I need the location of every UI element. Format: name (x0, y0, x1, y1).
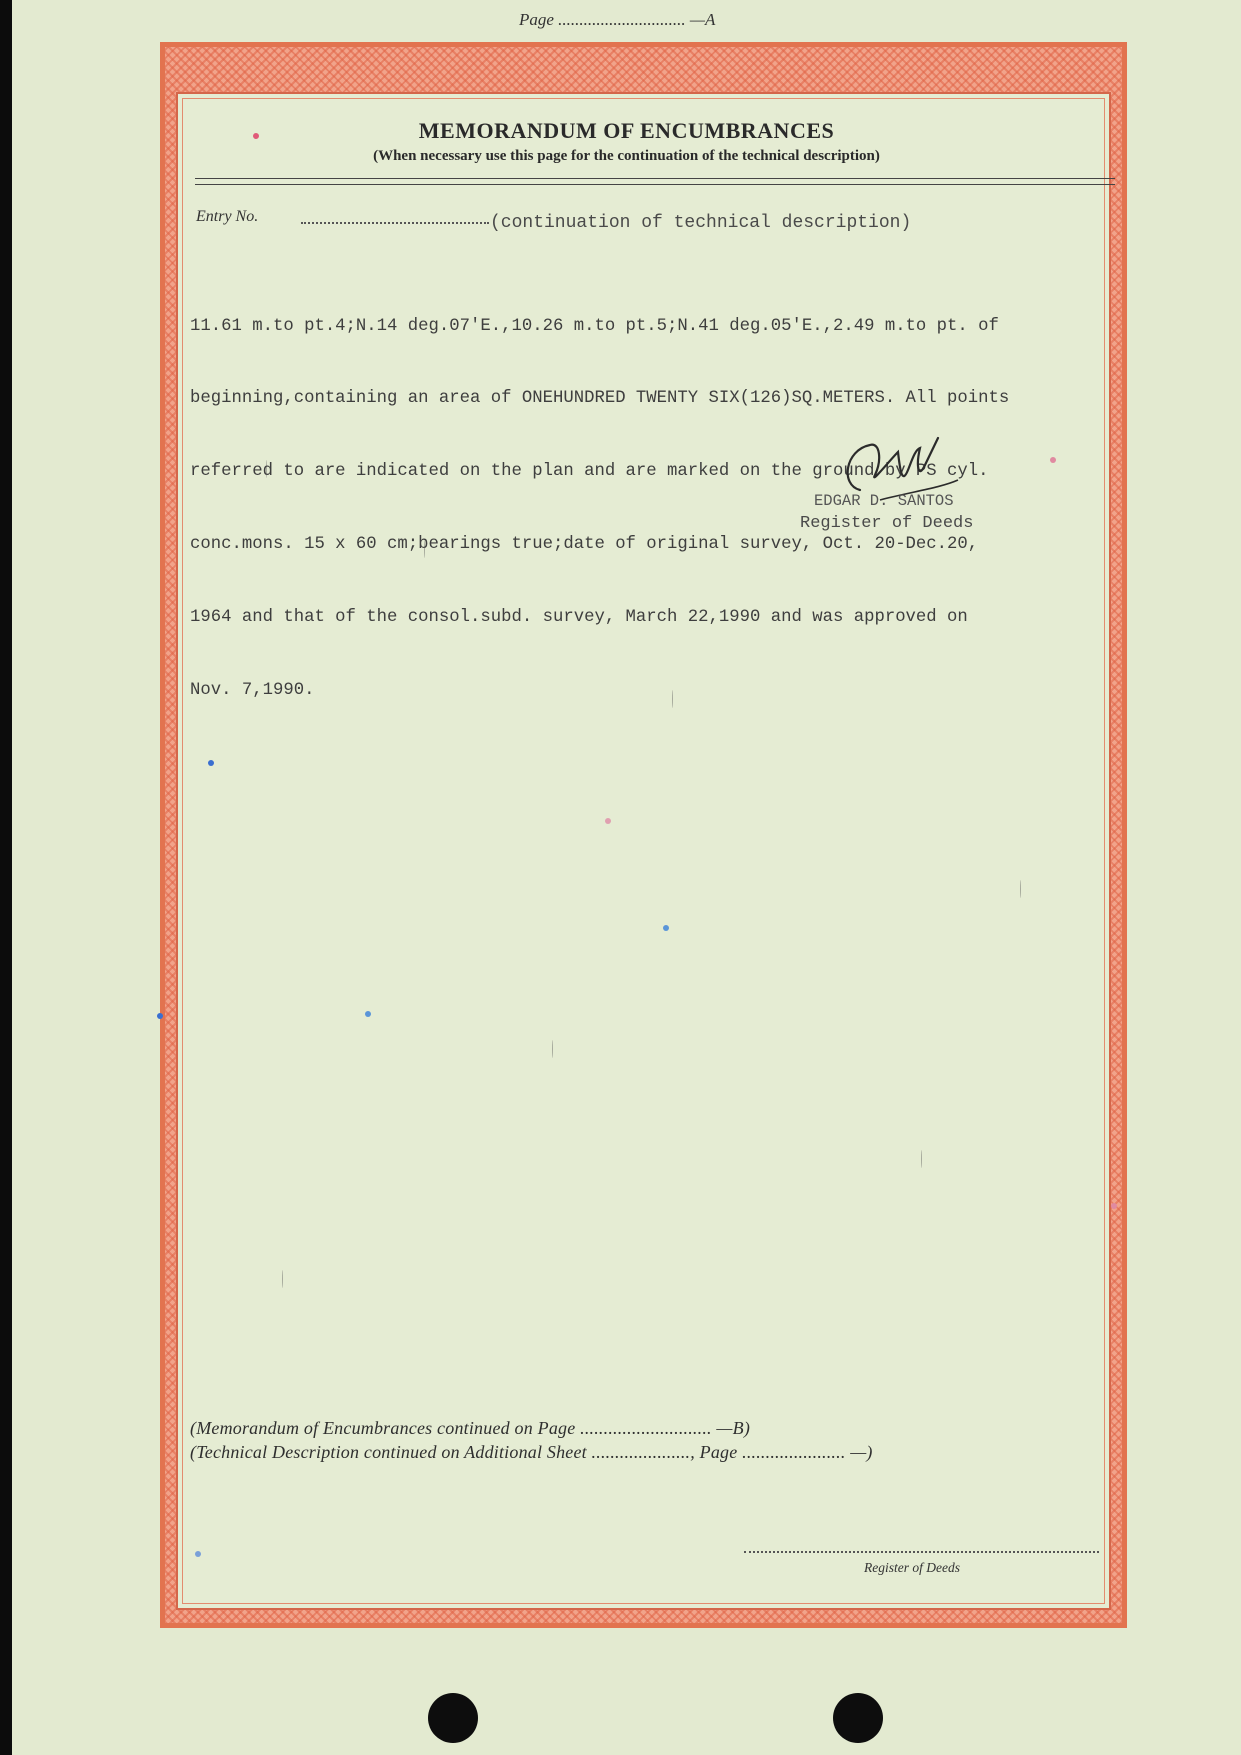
register-signature-line (744, 1551, 1099, 1553)
paper-fiber (424, 540, 425, 558)
paper-fiber (1020, 880, 1021, 898)
title-rule-top (195, 178, 1115, 179)
footer-memorandum-line: (Memorandum of Encumbrances continued on Page ............................ —B) (190, 1418, 751, 1438)
footer-technical-line: (Technical Description continued on Additional Sheet ....................., Page ...................... —) (190, 1442, 873, 1462)
punch-hole-right (833, 1693, 883, 1743)
paper-fleck (253, 133, 259, 139)
paper-fleck (1050, 457, 1056, 463)
paper-fiber (266, 460, 267, 478)
description-line: 1964 and that of the consol.subd. survey, March 22,1990 and was approved on (190, 608, 968, 628)
paper-fleck (663, 925, 669, 931)
paper-fiber (282, 1270, 283, 1288)
scanner-edge (0, 0, 12, 1755)
paper-fiber (921, 1150, 922, 1168)
description-line: Nov. 7,1990. (190, 681, 315, 701)
paper-fleck (605, 818, 611, 824)
paper-fleck (157, 1013, 163, 1019)
description-line: referred to are indicated on the plan and are marked on the ground by PS cyl. (190, 462, 989, 482)
register-of-deeds-label: Register of Deeds (864, 1560, 960, 1575)
paper-fiber (672, 690, 673, 708)
entry-number-blank (301, 222, 489, 224)
punch-hole-left (428, 1693, 478, 1743)
description-line: 11.61 m.to pt.4;N.14 deg.07'E.,10.26 m.to pt.5;N.41 deg.05'E.,2.49 m.to pt. of (190, 316, 999, 336)
page-number-label: Page .............................. —A (519, 10, 716, 29)
title-rule-bottom (195, 184, 1115, 185)
page-subtitle: (When necessary use this page for the continuation of the technical description) (373, 148, 880, 164)
document-page (12, 0, 1241, 1755)
paper-fleck (1111, 1203, 1117, 1209)
paper-fiber (552, 1040, 553, 1058)
description-line: conc.mons. 15 x 60 cm;bearings true;date of original survey, Oct. 20-Dec.20, (190, 535, 979, 555)
signatory-title: Register of Deeds (800, 514, 974, 533)
entry-number-label: Entry No. (196, 208, 259, 225)
paper-fleck (365, 1011, 371, 1017)
entry-typed-text: (continuation of technical description) (490, 213, 912, 233)
technical-description (190, 266, 1110, 752)
signatory-name: EDGAR D. SANTOS (814, 492, 954, 510)
description-line: beginning,containing an area of ONEHUNDRED TWENTY SIX(126)SQ.METERS. All points (190, 389, 1010, 409)
paper-fleck (208, 760, 214, 766)
page-title: MEMORANDUM OF ENCUMBRANCES (418, 118, 835, 143)
paper-fleck (195, 1551, 201, 1557)
